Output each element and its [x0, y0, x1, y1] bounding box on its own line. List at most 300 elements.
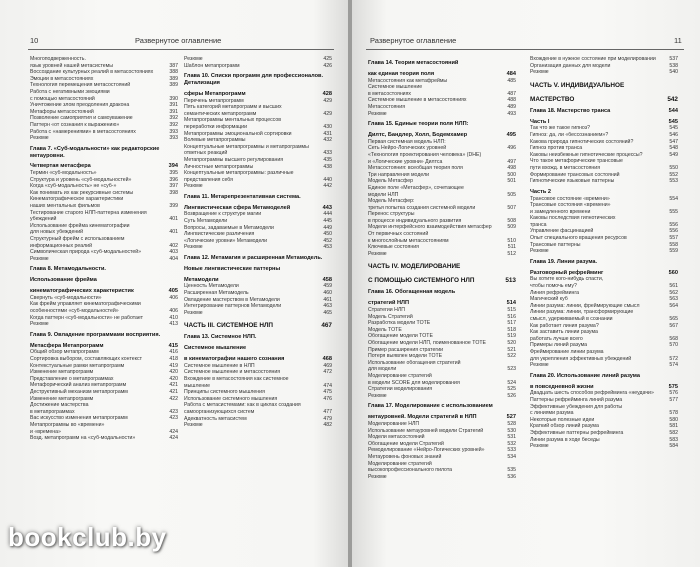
toc-entry [30, 321, 178, 328]
toc-entry-text: и «времена» [30, 428, 61, 435]
toc-entry [368, 380, 516, 387]
toc-entry-text: Глава 11. Метарепрезентативная система. [184, 193, 301, 200]
toc-entry [530, 390, 678, 397]
toc-page-number: 401 [169, 229, 178, 236]
toc-entry [184, 164, 332, 171]
toc-chapter-heading [530, 259, 678, 266]
toc-page-number: 415 [168, 342, 178, 349]
toc-page-number: 527 [506, 414, 516, 421]
toc-entry-text: Метасостояния как метафреймы [368, 77, 448, 84]
toc-entry-text: Метапрограммы высшего регулирования [184, 156, 284, 163]
toc-entry-text: Каковы неизбежные гипнотические процессы? [530, 151, 643, 158]
toc-page-number: 554 [669, 195, 678, 202]
toc-entry-text: Фреймирование линии разума [530, 348, 604, 355]
toc-entry-text: для укрепления эффективных убеждений [530, 355, 632, 362]
toc-entry [530, 349, 678, 356]
toc-entry [30, 376, 178, 383]
toc-page-number: 420 [169, 369, 178, 376]
toc-page-number: 515 [507, 307, 516, 314]
toc-page-number: 533 [507, 447, 516, 454]
toc-page-number: 548 [669, 145, 678, 152]
toc-page-number: 475 [323, 389, 332, 396]
toc-entry [368, 320, 516, 327]
toc-entry-text: Интегрирование паттернов Метамодели [184, 303, 282, 310]
toc-page-number: 516 [507, 313, 516, 320]
toc-entry-text: Магический куб [530, 296, 568, 303]
toc-entry-text: Сортировка выбором, составляющих контекст [30, 355, 142, 362]
toc-entry [530, 145, 678, 152]
toc-chapter-heading [184, 255, 332, 262]
toc-entry-text: Свернуть «суб-модальности» [30, 294, 102, 301]
toc-entry-text: Первая системная модель НЛП: [368, 138, 446, 145]
toc-entry [530, 132, 678, 139]
toc-page-number: 445 [323, 218, 332, 225]
toc-entry [530, 222, 678, 229]
toc-page-number: 487 [507, 90, 516, 97]
toc-entry-text: Управление фасцинацией [530, 228, 594, 235]
toc-entry-text: Вы хотите кого-нибудь спасти, [530, 276, 604, 283]
toc-entry-text: Новые лингвистические паттерны [184, 265, 281, 272]
toc-entry [368, 251, 516, 258]
toc-entry [184, 409, 332, 416]
toc-entry [30, 295, 178, 302]
toc-page-number: 391 [169, 102, 178, 109]
toc-page-number: 581 [669, 423, 678, 430]
toc-entry [368, 333, 516, 340]
toc-page-number: 537 [669, 56, 678, 62]
toc-entry [530, 342, 678, 349]
toc-entry [530, 202, 678, 209]
toc-page-number: 422 [169, 395, 178, 402]
toc-entry-text: Резюме [530, 443, 549, 450]
toc-entry [368, 461, 516, 468]
toc-entry-text: Ремоделирование «Нейро-Логических уровней» [368, 447, 485, 454]
toc-entry-text: Работа с «намерениями» в метасостояниях [30, 128, 136, 135]
toc-page-number: 563 [669, 296, 678, 303]
toc-entry-text: Модель Метасфер: [368, 198, 415, 205]
toc-entry-text: Потеря выявлен модели TOTE [368, 353, 443, 360]
toc-entry-text: Глава 9. Овладение программами восприятия. [30, 331, 161, 338]
toc-entry [184, 218, 332, 225]
toc-entry-text: Работа с метасистемами: как в циклах создания [184, 402, 301, 409]
toc-page-number: 508 [507, 217, 516, 224]
toc-entry-text: Метасфера Метапрограмм [30, 342, 104, 349]
toc-page-number: 425 [323, 56, 332, 62]
toc-entry-text: Волевые метапрограммы [184, 137, 246, 144]
toc-entry-text: Формирование трансовых состояний [530, 171, 620, 178]
toc-entry [530, 63, 678, 70]
toc-entry-text: Двадцать шесть способов рефрейминга «неудачи» [530, 390, 654, 397]
toc-entry-text: Расширенная Метамодель [184, 290, 249, 297]
toc-entry [530, 397, 678, 404]
toc-page-number: 517 [507, 320, 516, 327]
toc-page-number: 424 [169, 435, 178, 442]
toc-page-number: 540 [669, 69, 678, 76]
toc-entry-text: кинематографических характеристик [30, 288, 134, 295]
toc-entry [530, 139, 678, 146]
toc-chapter-heading [530, 384, 678, 391]
toc-entry [184, 376, 332, 383]
toc-entry [30, 56, 178, 63]
header-rule-left [28, 49, 334, 50]
toc-page-number: 421 [169, 382, 178, 389]
toc-entry-text: Метасостояния [368, 103, 406, 110]
toc-entry [530, 356, 678, 363]
toc-entry [530, 323, 678, 330]
toc-page-number: 509 [507, 224, 516, 231]
toc-entry [184, 389, 332, 396]
toc-entry-text: Резюме [184, 309, 203, 316]
toc-entry-text: язык уровней нашей метасистемы [30, 62, 113, 69]
toc-page-number: 444 [323, 211, 332, 218]
toc-page-number: 467 [321, 322, 332, 330]
toc-page-number: 531 [507, 434, 516, 441]
toc-entry-text: Метамодели [184, 276, 219, 283]
toc-entry [30, 63, 178, 70]
toc-page-number: 398 [169, 189, 178, 196]
toc-entry [184, 290, 332, 297]
toc-entry-text: Резюме [30, 255, 49, 262]
toc-entry [30, 122, 178, 129]
toc-chapter-heading [184, 345, 332, 352]
toc-entry [530, 283, 678, 290]
toc-entry-text: Когда «суб-модальность» не «суб-» [30, 183, 117, 190]
toc-entry-text: представления себя [184, 176, 233, 183]
toc-entry-text: Четвертая метасфера [30, 163, 91, 170]
toc-page-number: 484 [506, 70, 516, 77]
toc-entry [184, 144, 332, 151]
toc-entry [30, 102, 178, 109]
toc-entry-text: Использование фрейма [30, 277, 97, 284]
toc-page-number: 538 [669, 62, 678, 69]
page-number-left: 10 [30, 36, 39, 45]
toc-page-number: 526 [507, 392, 516, 399]
toc-page-number: 546 [669, 131, 678, 138]
toc-entry-text: Метапрограммы ментальных процессов [184, 117, 281, 124]
toc-page-number: 564 [669, 302, 678, 309]
toc-entry-text: модели НЛП [368, 191, 399, 198]
toc-entry [530, 316, 678, 323]
toc-entry [530, 443, 678, 450]
toc-entry-text: мышление [184, 382, 211, 389]
toc-page-number: 497 [507, 158, 516, 165]
toc-entry-text: Модель TOTE [368, 326, 402, 333]
toc-entry-text: Многоподверженность. [30, 56, 86, 62]
toc-entry [30, 76, 178, 83]
toc-entry-text: метауровней. Модели стратегий в НЛП [368, 414, 477, 421]
toc-page-number: 545 [668, 118, 678, 125]
toc-entry-text: чтобы помочь ему? [530, 283, 577, 290]
toc-page-number: 576 [669, 390, 678, 397]
toc-page-number: 518 [507, 326, 516, 333]
toc-entry [368, 467, 516, 474]
toc-entry [530, 215, 678, 222]
toc-entry-text: Использование обогащения стратегий [368, 359, 461, 366]
toc-entry [368, 474, 516, 481]
toc-entry [368, 238, 516, 245]
toc-entry-text: в процессе индивидуального развития [368, 217, 462, 224]
toc-entry [530, 404, 678, 411]
toc-entry-text: Лингвистическая сфера Метамоделей [184, 204, 291, 211]
toc-entry [530, 423, 678, 430]
toc-entry-text: Уничтожение злом преодоления дракона [30, 102, 130, 109]
toc-entry [368, 198, 516, 205]
toc-entry-text: Линии разума: линии, фреймирующие смысл [530, 302, 640, 309]
toc-page-number: 449 [323, 224, 332, 231]
toc-entry [184, 131, 332, 138]
toc-page-number: 430 [323, 123, 332, 130]
toc-entry-text: высокопрофессионального пилота [368, 467, 453, 474]
toc-entry [30, 210, 178, 217]
toc-page-number: 545 [669, 125, 678, 132]
toc-entry [30, 223, 178, 230]
toc-entry-text: Глава 20. Использование линий разума [530, 372, 640, 379]
toc-entry [530, 303, 678, 310]
toc-entry [184, 238, 332, 245]
toc-entry-text: Вопросы, задаваемые в Метамодели [184, 224, 274, 231]
toc-entry [184, 396, 332, 403]
toc-entry-text: Резюме [368, 110, 387, 117]
toc-page-number: 556 [669, 221, 678, 228]
toc-page-number: 453 [323, 244, 332, 251]
toc-entry-text: Системное мышление в метасостояниях [368, 97, 467, 104]
toc-entry [530, 165, 678, 172]
toc-page-number: 544 [668, 107, 678, 114]
toc-entry [30, 243, 178, 250]
toc-entry [368, 393, 516, 400]
toc-chapter-heading [30, 288, 178, 295]
toc-entry-text: третья попытка создания системной модели [368, 204, 476, 211]
toc-page-number: 485 [507, 77, 516, 84]
toc-page-number: 388 [169, 69, 178, 76]
toc-entry-text: Воссоздание культурных реалий в метасостояниях [30, 69, 154, 76]
toc-page-number: 421 [169, 388, 178, 395]
toc-entry-text: Перенос структуры [368, 211, 415, 218]
toc-page-number: 528 [507, 420, 516, 427]
toc-page-number: 423 [169, 415, 178, 422]
toc-page-number: 552 [669, 171, 678, 178]
toc-page-number: 496 [507, 145, 516, 152]
page-number-right: 11 [674, 36, 682, 45]
toc-entry [368, 454, 516, 461]
toc-entry-text: Три направления модели [368, 171, 429, 178]
toc-page-number: 399 [169, 203, 178, 210]
toc-page-number: 522 [507, 353, 516, 360]
toc-page-number: 568 [669, 335, 678, 342]
toc-entry-text: Как понимать их как рекурсивные системы [30, 189, 134, 196]
toc-entry [368, 386, 516, 393]
toc-chapter-heading [184, 73, 332, 87]
toc-chapter-heading [530, 189, 678, 196]
toc-page-number: 416 [169, 349, 178, 356]
toc-entry [30, 315, 178, 322]
toc-page-number: 468 [322, 356, 332, 362]
toc-page-number: 406 [169, 294, 178, 301]
toc-entry-text: Резюме [530, 248, 549, 255]
toc-entry [530, 437, 678, 444]
toc-entry [530, 158, 678, 165]
toc-entry-text: Эффективные паттерны рефрейминга [530, 429, 624, 436]
toc-page-number: 403 [169, 249, 178, 256]
toc-entry [368, 165, 516, 172]
toc-entry [184, 303, 332, 310]
toc-entry-text: с линиями разума [530, 410, 574, 417]
toc-entry-text: Гипноз: да, ли «бессознанием»? [530, 131, 609, 138]
toc-part-heading [530, 96, 678, 104]
toc-entry-text: Дилтс, Бандлер, Холл, Бодемхамер [368, 131, 468, 138]
toc-page-number: 431 [323, 130, 332, 137]
toc-entry-text: Линии разума: линии, трансформирующие [530, 309, 634, 316]
toc-entry-text: для модели [368, 366, 397, 373]
toc-page-number: 435 [323, 156, 332, 163]
toc-page-number: 476 [323, 395, 332, 402]
toc-entry [30, 183, 178, 190]
toc-entry-text: Обогащение модели TOTE [368, 333, 433, 340]
toc-entry [368, 434, 516, 441]
toc-entry-text: Принципы системного мышления [184, 389, 265, 396]
toc-entry-text: Системное мышление и метасостояния [184, 369, 281, 376]
toc-entry [184, 244, 332, 251]
toc-page-number: 575 [668, 383, 678, 390]
toc-page-number: 530 [507, 427, 516, 434]
toc-entry [30, 129, 178, 136]
toc-page-number: 395 [169, 170, 178, 177]
toc-entry [530, 248, 678, 255]
toc-entry [184, 170, 332, 177]
toc-column-right-1 [368, 56, 516, 480]
toc-entry [30, 190, 178, 197]
toc-page-number: 578 [669, 410, 678, 417]
toc-entry-text: Глава 10. Списки программ для профессионалов. Детализация [184, 73, 324, 86]
toc-entry-text: Резюме [530, 362, 549, 369]
toc-entry [530, 410, 678, 417]
toc-page-number: 463 [323, 303, 332, 310]
toc-entry [368, 340, 516, 347]
toc-page-number: 429 [323, 110, 332, 117]
toc-entry [30, 82, 178, 89]
toc-entry-text: Часть I [530, 118, 550, 125]
toc-entry [184, 63, 332, 70]
toc-entry [184, 183, 332, 190]
toc-entry-text: Представление о метапрограммах [30, 375, 114, 382]
toc-entry [30, 435, 178, 442]
toc-entry-text: Технология перемещения метасостояний [30, 82, 131, 89]
toc-entry [184, 177, 332, 184]
toc-entry-text: Модель Стратегий [368, 313, 413, 320]
toc-chapter-heading [30, 146, 178, 160]
toc-entry-text: особенностями «суб-модальностей» [30, 308, 119, 314]
toc-entry-text: с помощью метасостояний [30, 95, 95, 102]
toc-entry-text: Использование системного мышления [184, 395, 278, 402]
toc-entry-text: Эффективные убеждения для работы [530, 403, 623, 410]
toc-entry-text: Глава 14. Теория метасостояний [368, 60, 459, 66]
toc-entry-text: Метапрограммы эмоциональной сортировки [184, 130, 292, 137]
toc-entry-text: Резюме [184, 244, 203, 251]
toc-entry [368, 428, 516, 435]
toc-entry [30, 409, 178, 416]
toc-page-number: 474 [323, 382, 332, 389]
toc-entry [368, 84, 516, 91]
toc-entry [368, 152, 516, 159]
toc-page-number: 479 [323, 415, 332, 422]
toc-entry [530, 196, 678, 203]
toc-entry [368, 366, 516, 373]
toc-chapter-heading [368, 403, 516, 410]
toc-page-number: 413 [169, 321, 178, 328]
toc-page-number: 477 [323, 408, 332, 415]
toc-page-number: 536 [507, 473, 516, 480]
toc-chapter-heading [368, 132, 516, 139]
toc-entry-text: Резюме [184, 422, 203, 429]
toc-page-number: 512 [507, 250, 516, 257]
toc-page-number: 459 [323, 283, 332, 290]
toc-column-left-1 [30, 56, 178, 442]
toc-entry [530, 172, 678, 179]
toc-page-number: 495 [506, 131, 516, 138]
toc-entry [184, 383, 332, 390]
toc-page-number: 577 [669, 396, 678, 403]
toc-entry-text: Изменение метапрограмм [30, 369, 94, 376]
toc-page-number: 565 [669, 316, 678, 323]
toc-page-number: 535 [507, 467, 516, 474]
toc-page-number: 488 [507, 97, 516, 104]
toc-entry [30, 196, 178, 203]
toc-entry [368, 145, 516, 152]
toc-page-number: 510 [507, 237, 516, 244]
toc-entry [30, 301, 178, 308]
toc-entry-text: Достижение мастерства [30, 402, 89, 409]
toc-entry-text: С ПОМОЩЬЮ СИСТЕМНОГО НЛП [368, 277, 475, 285]
toc-page-number: 584 [669, 443, 678, 450]
toc-entry-text: Сеть Нейро-Логических уровней [368, 145, 447, 152]
toc-page-number: 389 [169, 82, 178, 89]
toc-column-left-2 [184, 56, 332, 429]
toc-entry-text: ЧАСТЬ IV. МОДЕЛИРОВАНИЕ [368, 263, 461, 271]
toc-entry-text: Вас искусство изменения метапрограмм [30, 415, 128, 422]
toc-chapter-heading [184, 334, 332, 341]
toc-entry [530, 125, 678, 132]
toc-entry [368, 211, 516, 218]
toc-entry-text: ответных реакций [184, 150, 228, 157]
right-page [352, 0, 700, 567]
toc-entry [368, 347, 516, 354]
toc-entry-text: МАСТЕРСТВО [530, 95, 575, 103]
toc-page-number: 583 [669, 436, 678, 443]
toc-entry-text: Структура и уровень «суб-модальностей» [30, 176, 132, 183]
toc-page-number: 391 [169, 108, 178, 115]
toc-entry-text: Резюме [30, 321, 49, 328]
toc-entry [368, 104, 516, 111]
toc-page-number: 547 [669, 138, 678, 145]
toc-page-number: 419 [169, 362, 178, 369]
toc-entry [30, 356, 178, 363]
toc-entry [184, 56, 332, 63]
toc-page-number: 426 [323, 62, 332, 69]
toc-page-number: 520 [507, 340, 516, 346]
toc-page-number: 562 [669, 289, 678, 296]
toc-entry-text: Шаблон метапрограмм [184, 62, 240, 69]
toc-entry-text: Резюме [184, 56, 203, 62]
toc-entry-text: Метапрограммы во «времени» [30, 421, 105, 428]
toc-chapter-heading [530, 119, 678, 126]
toc-entry [184, 225, 332, 232]
toc-entry [530, 430, 678, 437]
toc-entry-text: Возвращение к структуре магии [184, 211, 262, 218]
left-page [0, 0, 348, 567]
toc-entry-text: Примеры линий разума [530, 342, 588, 349]
toc-entry-text: в метапрограммах [30, 408, 75, 415]
toc-entry [30, 109, 178, 116]
